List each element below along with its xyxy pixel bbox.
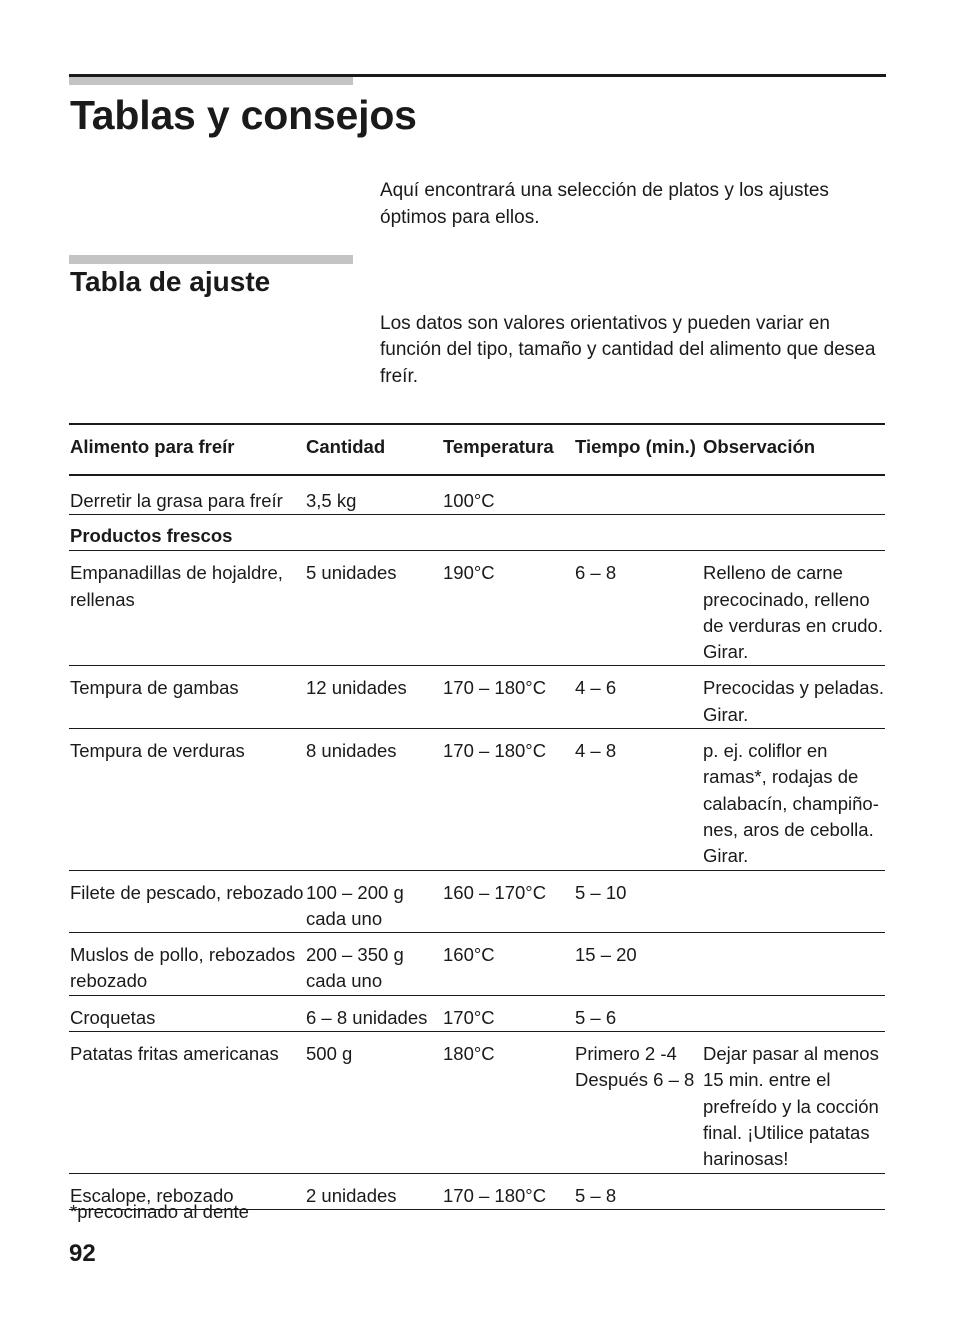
- table-row: [69, 729, 885, 870]
- section-accent-bar: [69, 255, 353, 264]
- cell-time: 4 – 8: [574, 729, 702, 870]
- cell-temperature: 170 – 180°C: [442, 1173, 574, 1209]
- cell-quantity: 3,5 kg: [305, 475, 442, 515]
- cell-food: Patatas fritas americanas: [69, 1032, 305, 1173]
- cell-food: Derretir la grasa para freír: [69, 475, 305, 515]
- cell-temperature: 170 – 180°C: [442, 666, 574, 729]
- table-row: [69, 666, 885, 729]
- cell-temperature: 190°C: [442, 551, 574, 666]
- header-time: Tiempo (min.): [574, 424, 702, 475]
- cell-time: 5 – 10: [574, 870, 702, 933]
- cell-note: [702, 933, 885, 996]
- cell-temperature: 160 – 170°C: [442, 870, 574, 933]
- section-text: Los datos son valores orientativos y pueden variar en función del tipo, tamaño y cantidad del alimento que desea freír.: [380, 313, 876, 387]
- table-row: [69, 870, 885, 933]
- cell-temperature: 100°C: [442, 475, 574, 515]
- cell-note: [702, 1173, 885, 1209]
- cell-time: 5 – 6: [574, 995, 702, 1031]
- header-food: Alimento para freír: [69, 424, 305, 475]
- table-row: [69, 933, 885, 996]
- cell-food: Tempura de gambas: [69, 666, 305, 729]
- page-title: Tablas y consejos: [70, 92, 417, 138]
- cell-note: Precocidas y peladas. Girar.: [702, 666, 885, 729]
- cell-note: [702, 475, 885, 515]
- cell-note: Dejar pasar al menos 15 min. entre el prefreído y la cocción final. ¡Utilice patatas harinosas!: [702, 1032, 885, 1173]
- cell-quantity: 100 – 200 g cada uno: [305, 870, 442, 933]
- cell-time: Primero 2 -4 Después 6 – 8: [574, 1032, 702, 1173]
- cell-time: 4 – 6: [574, 666, 702, 729]
- cell-note: [702, 995, 885, 1031]
- header-quantity: Cantidad: [305, 424, 442, 475]
- cell-time: [574, 475, 702, 515]
- cell-temperature: 180°C: [442, 1032, 574, 1173]
- table-header-row: [69, 424, 885, 475]
- cell-quantity: 5 unidades: [305, 551, 442, 666]
- cell-time: 15 – 20: [574, 933, 702, 996]
- cell-temperature: 170 – 180°C: [442, 729, 574, 870]
- table-group-row: [69, 515, 885, 551]
- cell-note: Relleno de carne precocinado, relleno de verduras en crudo. Girar.: [702, 551, 885, 666]
- header-note: Observación: [702, 424, 885, 475]
- cell-temperature: 170°C: [442, 995, 574, 1031]
- cell-quantity: 200 – 350 g cada uno: [305, 933, 442, 996]
- cell-quantity: 6 – 8 unidades: [305, 995, 442, 1031]
- cell-time: 5 – 8: [574, 1173, 702, 1209]
- cell-food: Tempura de verduras: [69, 729, 305, 870]
- cell-note: p. ej. coliflor en ramas*, rodajas de calabacín, champiño-nes, aros de cebolla. Girar.: [702, 729, 885, 870]
- cell-food: Escalope, rebozado: [69, 1173, 305, 1209]
- cell-quantity: 500 g: [305, 1032, 442, 1173]
- page-number: 92: [69, 1240, 96, 1267]
- cell-food: Filete de pescado, rebozado: [69, 870, 305, 933]
- header-temperature: Temperatura: [442, 424, 574, 475]
- cell-note: [702, 870, 885, 933]
- table-row: [69, 475, 885, 515]
- table-row: [69, 551, 885, 666]
- footnote: *precocinado al dente: [70, 1201, 249, 1222]
- title-accent-bar: [69, 76, 353, 85]
- cell-quantity: 8 unidades: [305, 729, 442, 870]
- cell-time: 6 – 8: [574, 551, 702, 666]
- settings-table: [69, 423, 885, 1210]
- cell-temperature: 160°C: [442, 933, 574, 996]
- intro-text: Aquí encontrará una selección de platos y los ajustes óptimos para ellos.: [380, 180, 829, 228]
- table-row: [69, 995, 885, 1031]
- table-row: [69, 1032, 885, 1173]
- title-rule: [69, 74, 886, 77]
- section-title: Tabla de ajuste: [70, 266, 271, 297]
- cell-food: Muslos de pollo, rebozados rebozado: [69, 933, 305, 996]
- cell-quantity: 2 unidades: [305, 1173, 442, 1209]
- cell-quantity: 12 unidades: [305, 666, 442, 729]
- group-label: Productos frescos: [69, 515, 885, 551]
- cell-food: Empanadillas de hojaldre, rellenas: [69, 551, 305, 666]
- cell-food: Croquetas: [69, 995, 305, 1031]
